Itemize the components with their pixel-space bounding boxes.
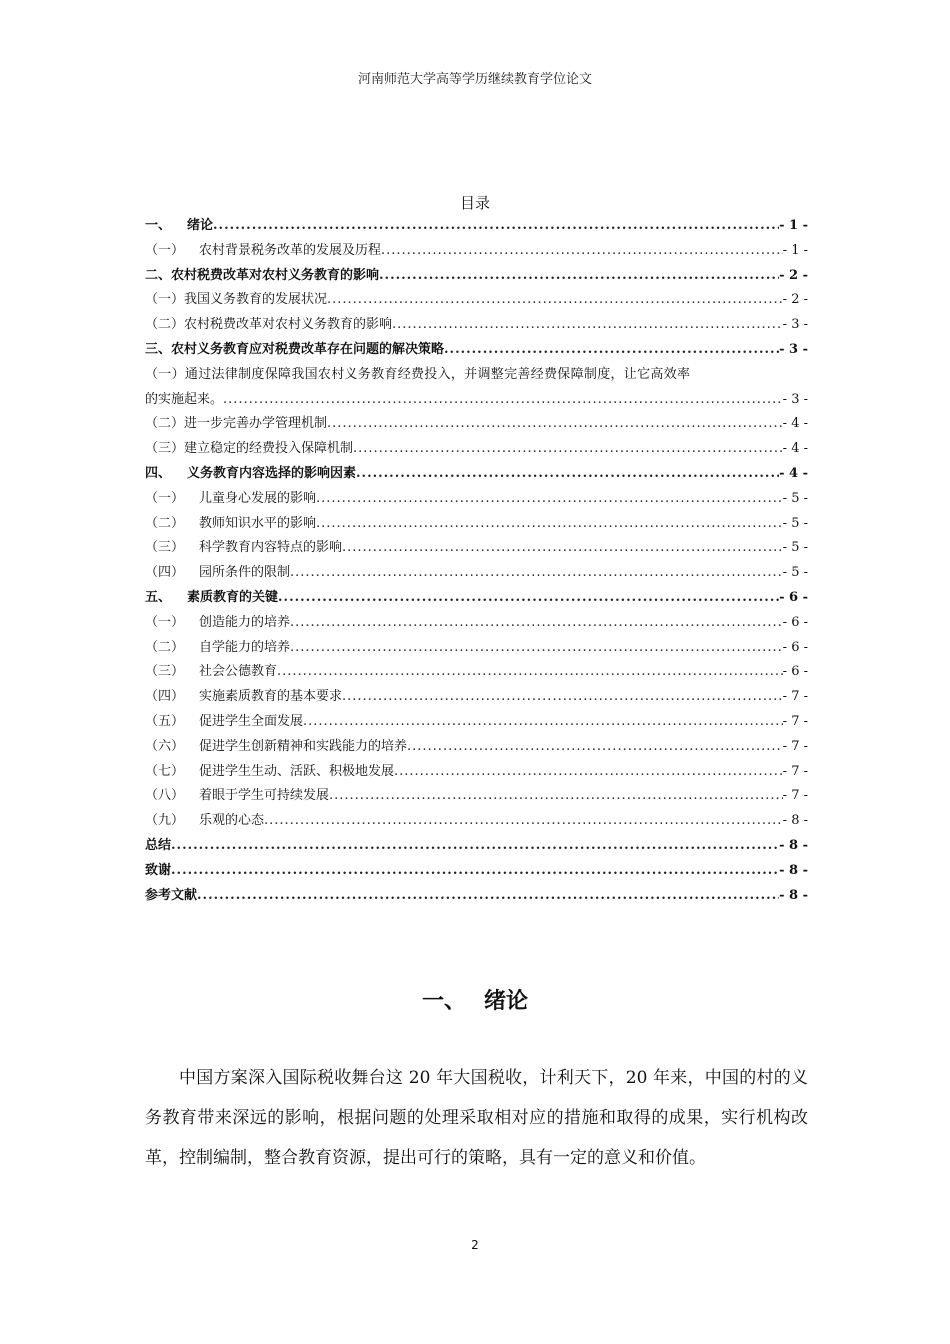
toc-entry-page: - 3 - — [779, 341, 808, 357]
page-number: 2 — [471, 1238, 479, 1252]
toc-dot-leader — [392, 313, 783, 338]
toc-entry-page: - 6 - — [782, 639, 808, 655]
toc-entry[interactable] — [145, 611, 808, 636]
toc-entry-number: （一） — [145, 614, 185, 630]
toc-entry[interactable] — [145, 363, 808, 413]
toc-entry-number: （八） — [145, 788, 185, 804]
toc-entry-page: - 2 - — [782, 292, 808, 308]
toc-entry[interactable] — [145, 239, 808, 264]
toc-dot-leader — [316, 487, 783, 512]
toc-entry-label: 总结 — [145, 837, 172, 853]
toc-dot-leader — [213, 214, 779, 239]
toc-entry-page: - 5 - — [782, 515, 808, 531]
toc-entry[interactable] — [145, 710, 808, 735]
toc-dot-leader — [290, 561, 783, 586]
toc-dot-leader — [353, 437, 783, 462]
toc-entry[interactable] — [145, 735, 808, 760]
toc-dot-leader — [407, 735, 783, 760]
toc-entry-page: - 6 - — [779, 589, 808, 605]
toc-entry-page: - 7 - — [782, 763, 808, 779]
toc-entry[interactable] — [145, 462, 808, 487]
toc-dot-leader — [277, 660, 783, 685]
toc-dot-leader — [303, 710, 783, 735]
section-number: 一、 — [421, 989, 466, 1014]
toc-entry-label-continued: 的实施起来。 — [145, 391, 224, 407]
toc-dot-leader — [327, 412, 783, 437]
toc-entry-label: （一）我国义务教育的发展状况 — [145, 292, 328, 308]
toc-entry[interactable] — [145, 660, 808, 685]
toc-entry-label: 儿童身心发展的影响 — [199, 490, 317, 506]
toc-dot-leader — [278, 586, 779, 611]
toc-dot-leader — [171, 859, 779, 884]
toc-entry-number: （四） — [145, 689, 185, 705]
toc-dot-leader — [290, 636, 783, 661]
toc-entry-label: （二）农村税费改革对农村义务教育的影响 — [145, 317, 393, 333]
toc-entry-number: 四、 — [145, 465, 172, 481]
toc-entry-page: - 8 - — [779, 837, 808, 853]
toc-dot-leader — [394, 760, 783, 785]
toc-entry-label: 农村背景税务改革的发展及历程 — [199, 242, 382, 258]
toc-entry-label: 社会公德教育 — [199, 664, 278, 680]
toc-entry-label: 教师知识水平的影响 — [199, 515, 317, 531]
toc-entry-page: - 8 - — [779, 887, 808, 903]
toc-entry[interactable] — [145, 760, 808, 785]
toc-entry[interactable] — [145, 636, 808, 661]
toc-entry[interactable] — [145, 561, 808, 586]
toc-dot-leader — [197, 884, 779, 909]
toc-entry[interactable] — [145, 412, 808, 437]
section-heading — [0, 984, 950, 1015]
toc-entry-page: - 3 - — [782, 317, 808, 333]
toc-dot-leader — [342, 536, 783, 561]
toc-dot-leader — [381, 239, 783, 264]
intro-paragraph: 中国方案深入国际税收舞台这 20 年大国税收，计利天下，20 年来，中国的村的义务教育带来深远的影响，根据问题的处理采取相对应的措施和取得的成果，实行机构改革，控制编制，整合教育资源，提出可行的策略，具有一定的意义和价值。 — [145, 1068, 808, 1168]
toc-entry-page: - 8 - — [779, 862, 808, 878]
toc-entry[interactable] — [145, 685, 808, 710]
toc-entry-label: （一）通过法律制度保障我国农村义务教育经费投入，并调整完善经费保障制度，让它高效率 — [145, 366, 691, 382]
toc-entry-number: （一） — [145, 490, 185, 506]
toc-entry-page: - 5 - — [782, 490, 808, 506]
toc-entry-label: 促进学生生动、活跃、积极地发展 — [199, 763, 395, 779]
toc-dot-leader — [329, 784, 783, 809]
toc-entry-number: （五） — [145, 713, 185, 729]
toc-title: 目录 — [459, 194, 490, 212]
running-header: 河南师范大学高等学历继续教育学位论文 — [357, 72, 592, 87]
toc-entry[interactable] — [145, 859, 808, 884]
toc-dot-leader — [264, 809, 783, 834]
toc-dot-leader — [316, 512, 783, 537]
toc-entry[interactable] — [145, 437, 808, 462]
toc-entry[interactable] — [145, 834, 808, 859]
toc-dot-leader — [444, 338, 779, 363]
toc-entry-label: 乐观的心态 — [199, 813, 265, 829]
toc-entry-number: （一） — [145, 242, 185, 258]
body-text — [145, 1058, 808, 1178]
toc-entry-label: 自学能力的培养 — [199, 639, 291, 655]
toc-entry[interactable] — [145, 512, 808, 537]
toc-entry-page: - 1 - — [779, 218, 808, 233]
toc-entry-label: 科学教育内容特点的影响 — [199, 540, 343, 556]
toc-dot-leader — [379, 264, 779, 289]
toc-entry[interactable] — [145, 884, 808, 909]
toc-entry-label: 义务教育内容选择的影响因素 — [187, 465, 357, 481]
toc-entry-page: - 5 - — [782, 565, 808, 581]
toc-entry-label: 着眼于学生可持续发展 — [199, 788, 330, 804]
toc-dot-leader — [342, 685, 783, 710]
toc-entry-number: 五、 — [145, 589, 172, 605]
toc-entry-page: - 7 - — [782, 689, 808, 705]
toc-entry-page: - 5 - — [782, 540, 808, 556]
toc-entry-label: 素质教育的关键 — [187, 589, 279, 605]
toc-entry-number: （六） — [145, 738, 185, 754]
toc-entry[interactable] — [145, 586, 808, 611]
toc-entry-page: - 6 - — [782, 664, 808, 680]
toc-entry-page: - 7 - — [782, 713, 808, 729]
toc-entry-label: 促进学生创新精神和实践能力的培养 — [199, 738, 408, 754]
toc-entry-page: - 7 - — [782, 738, 808, 754]
toc-entry[interactable] — [145, 536, 808, 561]
toc-dot-leader — [171, 834, 779, 859]
toc-entry-page: - 1 - — [782, 242, 808, 258]
table-of-contents — [145, 214, 808, 908]
toc-entry-label: 园所条件的限制 — [199, 565, 291, 581]
toc-entry-page: - 8 - — [782, 813, 808, 829]
toc-dot-leader — [290, 611, 783, 636]
toc-entry-number: （二） — [145, 639, 185, 655]
toc-entry-label: （二）进一步完善办学管理机制 — [145, 416, 328, 432]
toc-dot-leader — [327, 288, 783, 313]
toc-entry-page: - 4 - — [779, 465, 808, 481]
toc-entry-label: （三）建立稳定的经费投入保障机制 — [145, 441, 354, 457]
toc-entry-label: 实施素质教育的基本要求 — [199, 689, 343, 705]
toc-entry[interactable] — [145, 313, 808, 338]
toc-entry-label: 致谢 — [145, 862, 172, 878]
section-title: 绪论 — [484, 989, 529, 1014]
toc-entry-page: - 3 - — [782, 391, 808, 407]
toc-entry-page: - 4 - — [782, 441, 808, 457]
toc-entry[interactable] — [145, 487, 808, 512]
toc-entry-number: （三） — [145, 664, 185, 680]
toc-entry-number: 一、 — [145, 218, 172, 233]
toc-entry-label: 三、农村义务教育应对税费改革存在问题的解决策略 — [145, 341, 445, 357]
toc-entry-page: - 6 - — [782, 614, 808, 630]
toc-dot-leader — [356, 462, 779, 487]
toc-entry[interactable] — [145, 338, 808, 363]
toc-entry-number: （四） — [145, 565, 185, 581]
toc-entry-label: 创造能力的培养 — [199, 614, 291, 630]
toc-entry-label: 二、农村税费改革对农村义务教育的影响 — [145, 267, 380, 283]
toc-entry-number: （七） — [145, 763, 185, 779]
toc-entry[interactable] — [145, 288, 808, 313]
toc-entry-page: - 7 - — [782, 788, 808, 804]
toc-entry-number: （三） — [145, 540, 185, 556]
toc-entry-number: （二） — [145, 515, 185, 531]
toc-entry-page: - 4 - — [782, 416, 808, 432]
toc-entry[interactable] — [145, 264, 808, 289]
toc-entry-label: 促进学生全面发展 — [199, 713, 304, 729]
toc-entry-label: 绪论 — [187, 218, 214, 233]
toc-entry-number: （九） — [145, 813, 185, 829]
toc-dot-leader — [223, 388, 783, 413]
toc-entry-page: - 2 - — [779, 267, 808, 283]
toc-entry-label: 参考文献 — [145, 887, 198, 903]
toc-entry[interactable] — [145, 784, 808, 809]
toc-entry[interactable] — [145, 214, 808, 239]
toc-entry[interactable] — [145, 809, 808, 834]
